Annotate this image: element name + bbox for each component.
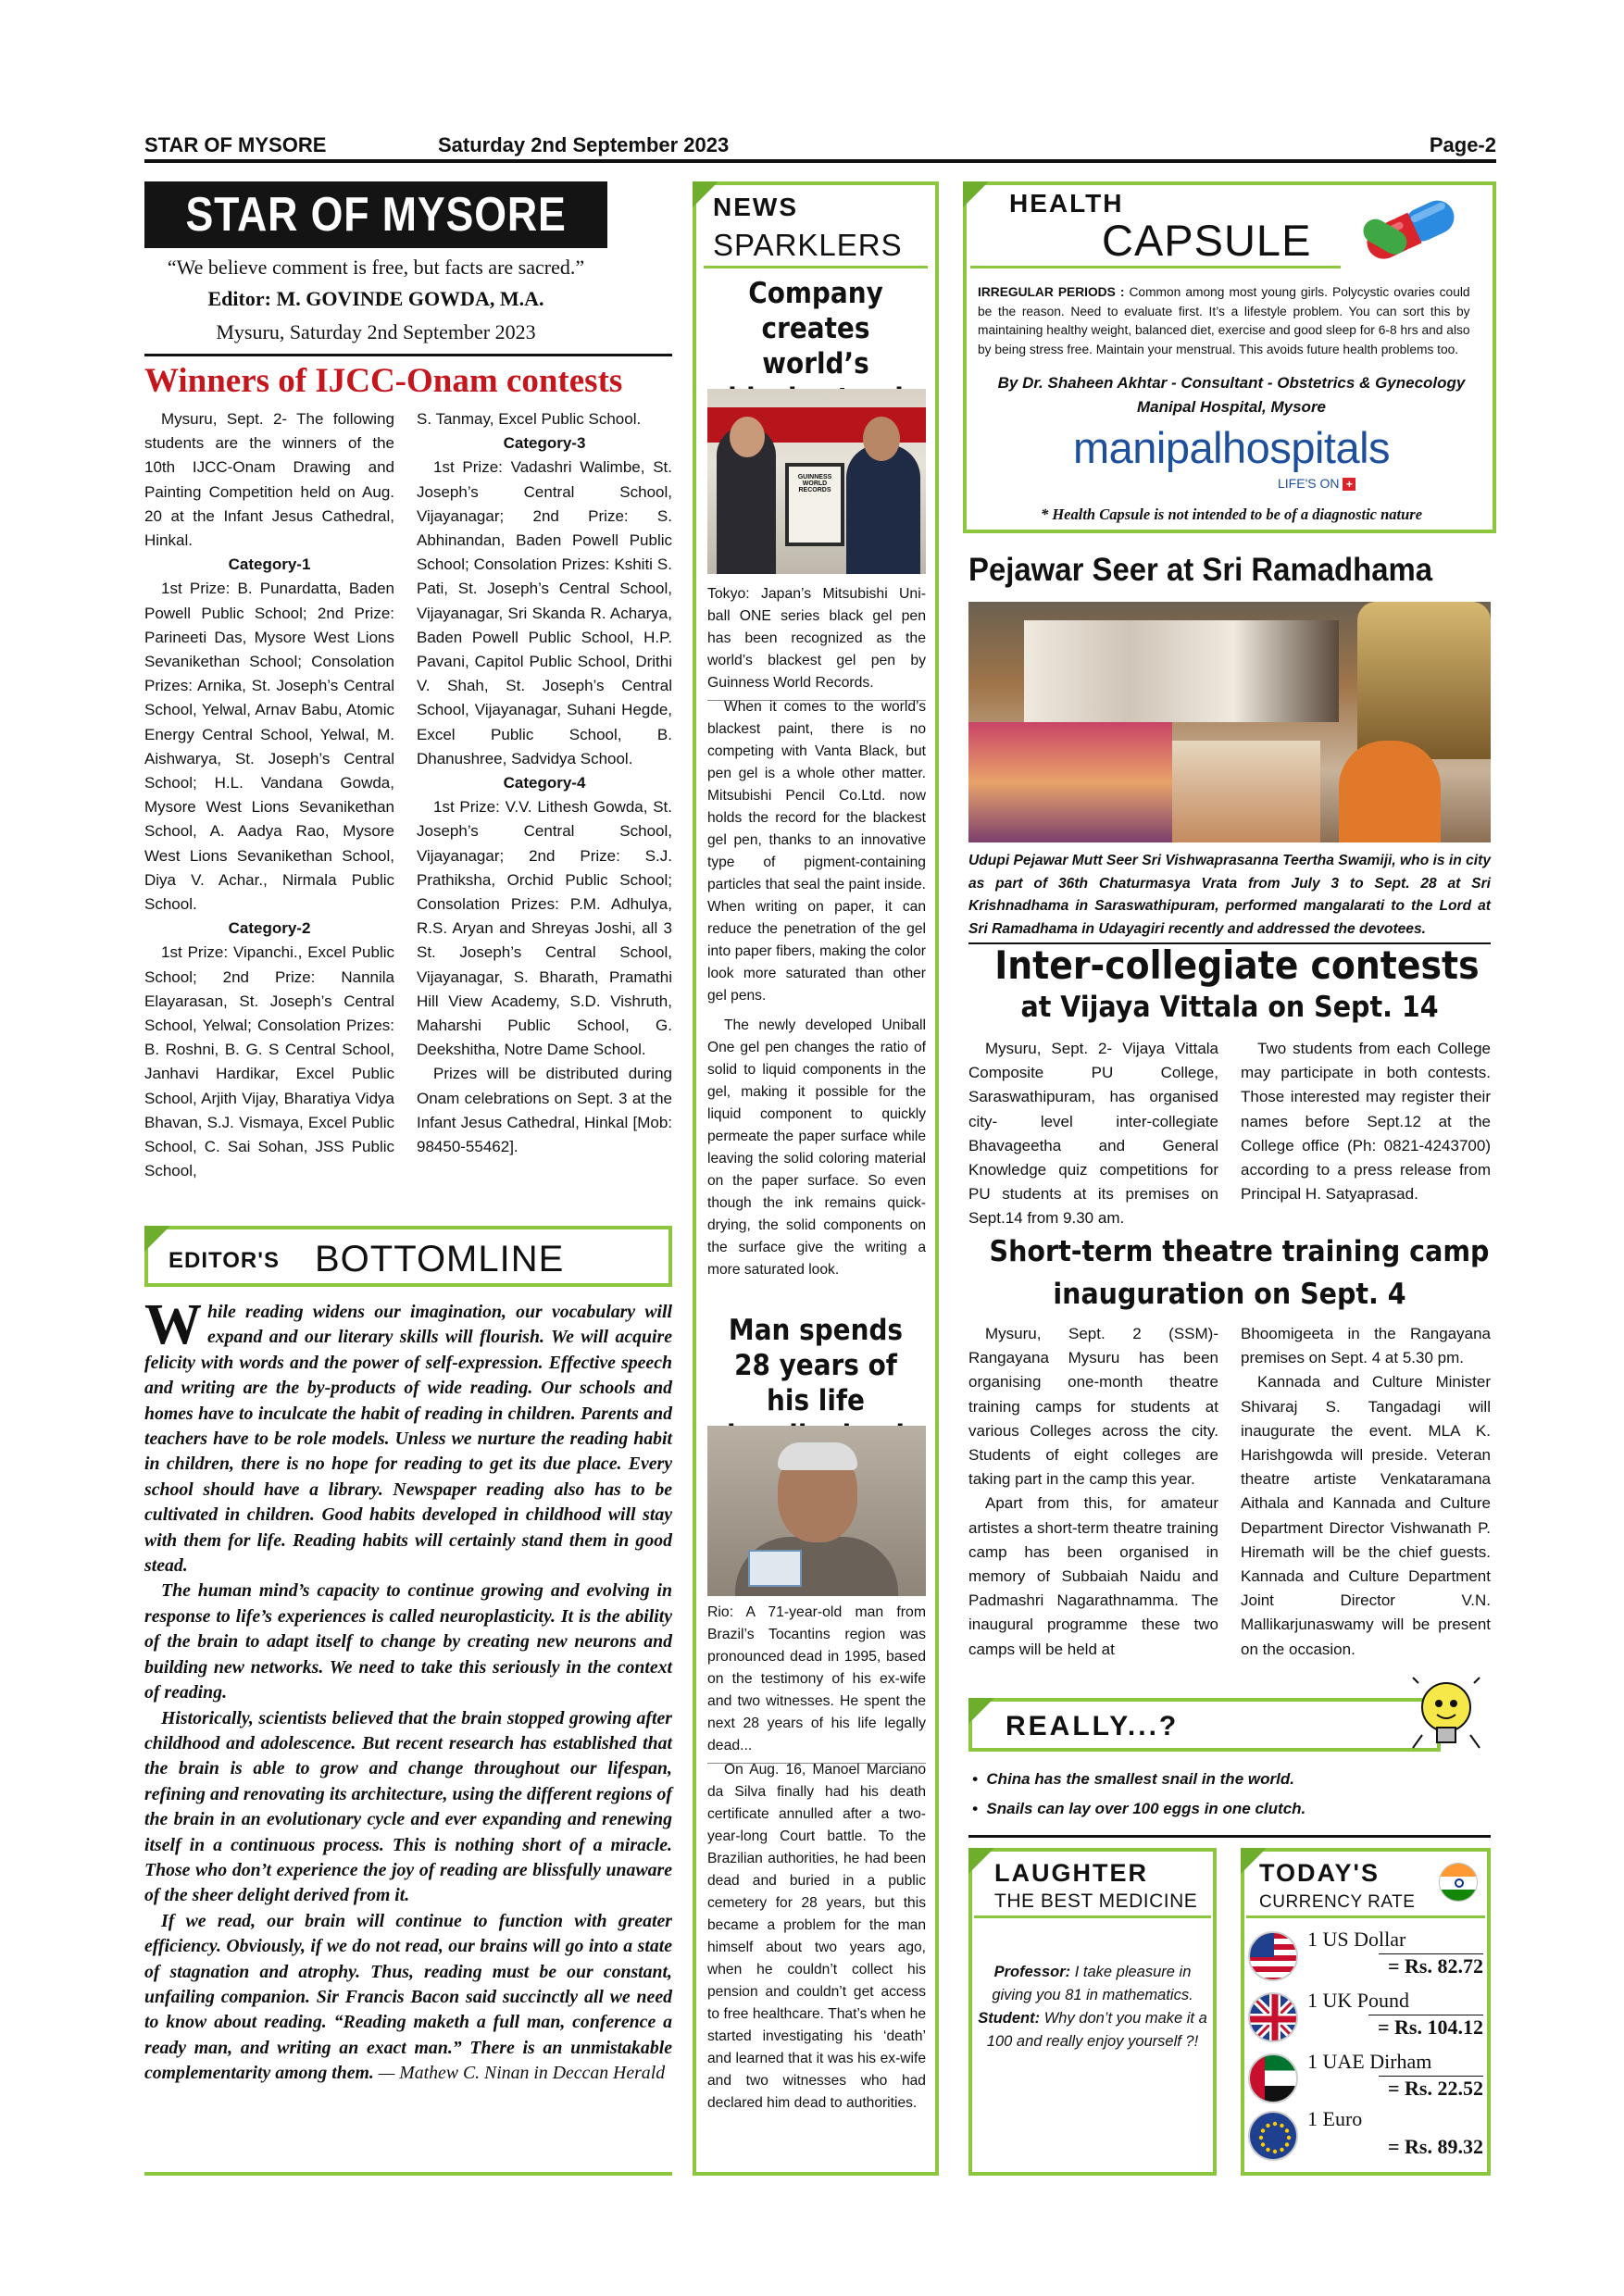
really-item-1-text: China has the smallest snail in the world.	[986, 1770, 1294, 1788]
laughter-label-2: THE BEST MEDICINE	[994, 1890, 1198, 1912]
bullet-icon: •	[972, 1800, 987, 1817]
health-disclaimer: * Health Capsule is not intended to be of a diagnostic nature	[1040, 505, 1423, 523]
really-item-2-text: Snails can lay over 100 eggs in one clutch.	[986, 1800, 1306, 1817]
rate-row-us	[1248, 1928, 1487, 1983]
really-bottom-rule	[968, 1835, 1491, 1838]
ijcc-paragraph: S. Tanmay, Excel Public School.	[417, 410, 642, 428]
certificate-text: GUINNESS WORLD RECORDS	[797, 474, 832, 493]
manipal-logo: manipalhospitals	[1072, 423, 1391, 472]
rate-row-uae	[1248, 2050, 1487, 2105]
category-heading: Category-1	[228, 555, 311, 574]
editors-bottomline-box	[144, 1226, 672, 1287]
really-item-2	[972, 1794, 1491, 1824]
sparklers-headline-1: Company creates world’s	[748, 277, 883, 381]
header-date: Saturday 2nd September 2023	[438, 133, 730, 156]
rate-name-us: 1 US Dollar	[1307, 1928, 1406, 1951]
sparklers-headline-2: Man spends 28 years of his life	[728, 1314, 904, 1417]
really-list	[972, 1765, 1491, 1824]
theatre-paragraph-3: Bhoomigeeta in the Rangayana premises on Sept. 4 at 5.30 pm.	[1241, 1325, 1491, 1367]
category-heading: Category-4	[503, 774, 586, 792]
theatre-column-1	[968, 1322, 1218, 1662]
pejawar-photo	[968, 602, 1491, 842]
currency-label-1: TODAY'S	[1259, 1859, 1380, 1887]
rate-value-uae: = Rs. 22.52	[1379, 2076, 1483, 2101]
health-label-small: HEALTH	[1009, 189, 1124, 218]
gel-pen-caption: Tokyo: Japan’s Mitsubishi Uni-ball ONE series black gel pen has been recognized as the world’s blackest gel pen by Guinness World Records.	[707, 583, 926, 701]
rate-name-uk: 1 UK Pound	[1307, 1989, 1410, 2012]
bottomline-label-big: BOTTOMLINE	[315, 1239, 565, 1279]
health-label-box	[970, 189, 1341, 268]
masthead-motto: “We believe comment is free, but facts are sacred.”	[167, 256, 585, 279]
theatre-headline-2: inauguration on Sept. 4	[1053, 1278, 1406, 1311]
man-hair	[778, 1442, 857, 1470]
ijcc-headline: Winners of IJCC-Onam contests	[144, 362, 623, 400]
masthead-rule	[144, 354, 672, 356]
standing-people	[1024, 620, 1339, 722]
student-text: Why don’t you make it a 100 and really enjoy yourself ?!	[986, 2010, 1207, 2050]
certificate	[785, 463, 844, 546]
ijcc-paragraph: Prizes will be distributed during Onam celebrations on Sept. 3 at the Infant Jesus Cathedral, Hinkal [Mob: 98450-55462].	[417, 1065, 672, 1156]
editorial-paragraph-2: The human mind’s capacity to continue growing and evolving in response to life’s experiences is called neuroplasticity. It is the ability of the brain to adapt itself to change by creating new neurons and building new networks. We need to take this seriously in the context of reading.	[144, 1580, 672, 1703]
header-paper-name: STAR OF MYSORE	[144, 133, 327, 156]
really-label: REALLY...?	[1006, 1711, 1180, 1741]
intercollege-headline-1: Inter-collegiate contests	[994, 942, 1480, 988]
india-flag-icon	[1439, 1863, 1478, 1902]
uae-flag-icon	[1248, 2053, 1298, 2103]
corner-accent	[144, 1226, 170, 1252]
rate-name-uae: 1 UAE Dirham	[1307, 2050, 1432, 2073]
theatre-paragraph-2: Apart from this, for amateur artistes a short-term theatre training camp has been organised in memory of Subbaiah Naidu and Padmashri Nagarathnamma. The inaugural programme these two camps will be held at	[968, 1494, 1218, 1658]
ijcc-column-1	[144, 407, 394, 1184]
rate-value-euro: = Rs. 89.32	[1388, 2135, 1483, 2158]
health-lead: IRREGULAR PERIODS :	[978, 285, 1125, 300]
currency-rates	[1248, 1928, 1487, 2170]
rate-name-euro: 1 Euro	[1307, 2107, 1363, 2130]
professor-label: Professor:	[993, 1964, 1071, 1980]
intercollege-column-2: Two students from each College may participate in both contests. Those interested may register their names before Sept.12 at the College office (Ph: 0821-4243700) according to a press release from Principal H. Satyaprasad.	[1241, 1040, 1491, 1204]
us-flag-icon	[1248, 1931, 1298, 1981]
bullet-icon: •	[972, 1770, 987, 1788]
category-heading: Category-3	[503, 434, 586, 453]
rate-row-uk	[1248, 1989, 1487, 2044]
rate-row-euro	[1248, 2107, 1487, 2163]
editorial-text	[144, 1293, 672, 2087]
masthead-logo-text: STAR OF MYSORE	[185, 188, 567, 242]
currency-label-2: CURRENCY RATE	[1259, 1892, 1416, 1912]
capsule-icon	[1350, 191, 1480, 265]
ijcc-column-2	[417, 407, 672, 1159]
theatre-paragraph-1: Mysuru, Sept. 2 (SSM)- Rangayana Mysuru has been organising one-month theatre training camps for students at various Colleges across the city. Students of eight colleges are taking part in the camp this year.	[968, 1325, 1218, 1489]
dead-man-photo	[707, 1426, 926, 1596]
pejawar-headline: Pejawar Seer at Sri Ramadhama	[968, 552, 1433, 588]
health-label-big: CAPSULE	[1102, 216, 1312, 265]
editorial-bottom-rule	[144, 2172, 672, 2176]
professor-text: I take pleasure in giving you 81 in mathematics.	[992, 1964, 1193, 2003]
sparklers-label-sparklers: SPARKLERS	[713, 228, 903, 262]
gel-pen-paragraph-2: The newly developed Uniball One gel pen changes the ratio of solid to liquid components in the gel, making it possible for the liquid component to quickly permeate the paper surface while leaving the solid coloring material on the paper surface. So even though the ink remains quick-drying, the solid components on the surface give the writing a more saturated look.	[707, 1017, 926, 1278]
lightbulb-svg	[1409, 1674, 1483, 1757]
student-label: Student:	[978, 2010, 1041, 2027]
ijcc-paragraph: 1st Prize: Vipanchi., Excel Public School; 2nd Prize: Nannila Elayarasan, St. Joseph’s Central School, Yelwal; Consolation Prizes: B. Roshni, B. G. S Central School, Janhavi Hardikar, Excel Public School, Arjith Vijay, Bharatiya Vidya Bhavan, S.J. Vismaya, Excel Public School, C. Sai Sohan, JSS Public School,	[144, 943, 394, 1180]
ijcc-paragraph: 1st Prize: V.V. Lithesh Gowda, St. Joseph’s Central School, Vijayanagar; 2nd Prize: S.J. Prathiksha, Orchid Public School; Consolation Prizes: P.M. Adhulya, R.S. Aryan and Shreyas Joshi, all 3 St. Joseph’s Central School, Vijayanagar, S. Bharath, Pramathi Hill View Academy, S.D. Vishruth, Maharshi Public School, G. Deekshitha, Notre Dame School.	[417, 798, 672, 1059]
ijcc-paragraph: Mysuru, Sept. 2- The following students are the winners of the 10th IJCC-Onam Drawing and Painting Competition held on Aug. 20 at the Infant Jesus Cathedral, Hinkal.	[144, 410, 394, 550]
manipal-tagline-text: LIFE'S ON	[1278, 476, 1340, 491]
health-body: Common among most young girls. Polycystic ovaries could be the reason. Need to evaluate first. It’s a lifestyle problem. You can sort this by maintaining healthy weight, balanced diet, exercise and good sleep for 6-8 hrs and also by being stress free. Maintain your menstrual. This avoids future health problems too.	[978, 285, 1470, 357]
editorial-credit: — Mathew C. Ninan in Deccan Herald	[373, 2063, 666, 2084]
health-byline-2: Manipal Hospital, Mysore	[1136, 398, 1327, 416]
gel-pen-paragraph-1: When it comes to the world’s blackest paint, there is no competing with Vanta Black, but pen gel is a whole other matter. Mitsubishi Pencil Co.Ltd. now holds the record for the blackest gel pen, thanks to an innovative type of pigment-containing particles that seal the paint inside. When writing on paper, it can reduce the penetration of the gel into paper fibers, making the color look more saturated than other gel pens.	[707, 699, 926, 1004]
pejawar-caption: Udupi Pejawar Mutt Seer Sri Vishwaprasanna Teertha Swamiji, who is in city as part of 36th Chaturmasya Vrata from July 3 to Sept. 28 at Sri Krishnadhama in Saraswathipuram, performed mangalarati to the Lord at Sri Ramadhama in Udayagiri recently and addressed the devotees.	[968, 850, 1491, 944]
devotees-left	[968, 722, 1172, 842]
really-box	[968, 1698, 1441, 1752]
sparklers-label-box	[704, 189, 928, 268]
seer-figure	[1339, 741, 1441, 842]
person-right	[846, 444, 920, 574]
currency-label-box	[1246, 1853, 1485, 1918]
person-right-head	[863, 417, 900, 461]
eu-flag-icon	[1248, 2111, 1298, 2161]
capsule-icon-svg	[1350, 191, 1480, 265]
laughter-joke	[978, 1961, 1207, 2053]
ijcc-paragraph: 1st Prize: B. Punardatta, Baden Powell Public School; 2nd Prize: Parineeti Das, Mysore West Lions Sevanikethan School; Consolation Prizes: Arnika, St. Joseph’s Central School, Yelwal, Arnav Babu, Atomic Energy Central School, Yelwal, M. Aishwarya, St. Joseph’s Central School; H.L. Vandana Gowda, Mysore West Lions Sevanikethan School, A. Aadya Rao, Mysore West Lions Sevanikethan School, Diya V. Achar., Nirmala Public School.	[144, 580, 394, 914]
intercollege-column-1: Mysuru, Sept. 2- Vijaya Vittala Composite PU College, Saraswathipuram, has organised city- level inter-collegiate Bhavageetha and General Knowledge quiz competitions for PU students at its premises on Sept.14 from 9.30 am.	[968, 1040, 1218, 1228]
gel-pen-body	[707, 696, 926, 1281]
uk-flag-icon	[1248, 1992, 1298, 2042]
chariot-shrine	[1357, 602, 1491, 759]
sparklers-label-news: NEWS	[713, 193, 798, 221]
category-heading: Category-2	[228, 919, 311, 938]
theatre-column-2	[1241, 1322, 1491, 1662]
gel-pen-photo	[707, 389, 926, 574]
masthead-logo	[144, 181, 607, 248]
header-page-number: Page-2	[1429, 133, 1496, 156]
person-left-head	[730, 417, 765, 457]
plus-icon: +	[1343, 478, 1355, 491]
really-item-1	[972, 1765, 1491, 1794]
editorial-paragraph-3: Historically, scientists believed that the brain stopped growing after childhood and adolescence. But recent research has established that the brain is able to grow and change throughout our lifespan, refining and renovating its architecture, using the different regions of the brain in an evolutionary cycle and ever expanding and renewing itself in a continuous process. This is nothing short of a miracle. Those who don’t experience the joy of reading are blissfully unaware of the sheer delight derived from it.	[144, 1707, 672, 1906]
ijcc-paragraph: 1st Prize: Vadashri Walimbe, St. Joseph’s Central School, Vijayanagar; 2nd Prize: S. Abhinandan, Baden Powell Public School; Consolation Prizes: Kshiti S. Pati, St. Joseph’s Central School, Vijayanagar, Sri Skanda R. Acharya, Baden Powell Public School, H.P. Pavani, Capitol Public School, Drithi V. Shah, St. Joseph’s Central School, Vijayanagar, Suhani Hegde, Excel Public School, B. Dhanushree, Sadvidya School.	[417, 458, 672, 767]
document-in-hand	[748, 1550, 802, 1587]
dead-man-body: On Aug. 16, Manoel Marciano da Silva finally had his death certificate annulled after a two-year-long Court battle. To the Brazilian authorities, he had been dead and buried in a public cemetery for 28 years, but this became a problem for the man himself about two years ago, when he couldn’t collect his pension and couldn’t get access to free healthcare. That’s when he started investigating his ‘death’ and learned that it was his ex-wife and two witnesses who had declared him dead to authorities.	[707, 1762, 926, 2111]
devotees-middle	[1172, 741, 1320, 842]
editorial-paragraph-4: If we read, our brain will continue to function with greater efficiency. Obviously, if we do not read, our brains will go into a state of stagnation and atrophy. Thus, reading must be our constant, unfailing companion. Sir Francis Bacon said succinctly all we need to know about reading. “Reading maketh a full man, conference a ready man, and writing an exact man.” There is an unmistakable complementarity among them.	[144, 1910, 672, 2084]
intercollege-headline-2: at Vijaya Vittala on Sept. 14	[1020, 991, 1439, 1024]
manipal-tagline	[1278, 476, 1355, 491]
laughter-label-1: LAUGHTER	[994, 1859, 1148, 1887]
theatre-paragraph-4: Kannada and Culture Minister Shivaraj S. Tangadagi will inaugurate the event. MLA K. Harishgowda will preside. Veteran theatre artiste Venkataramana Aithala and Kannada and Culture Department Director Vishwanath P. Hiremath will be the chief guests. Kannada and Culture Department Joint Director V.N. Mallikarjunaswamy will be present on the occasion.	[1241, 1373, 1491, 1658]
laughter-label-box	[974, 1853, 1211, 1918]
corner-accent	[968, 1698, 994, 1724]
health-byline-1: By Dr. Shaheen Akhtar - Consultant - Obstetrics & Gynecology	[997, 374, 1466, 392]
rate-value-uk: = Rs. 104.12	[1368, 2015, 1483, 2040]
theatre-headline-1: Short-term theatre training camp	[989, 1235, 1490, 1268]
lightbulb-icon	[1409, 1674, 1483, 1757]
bottomline-label-small: EDITOR'S	[169, 1248, 280, 1273]
masthead-editor: Editor: M. GOVINDE GOWDA, M.A.	[207, 287, 544, 310]
rate-value-us: = Rs. 82.72	[1379, 1953, 1483, 1978]
editorial-dropcap: W	[144, 1293, 202, 1356]
page-header	[144, 133, 1496, 163]
masthead-dateline: Mysuru, Saturday 2nd September 2023	[216, 320, 536, 343]
editorial-paragraph-1: hile reading widens our imagination, our vocabulary will expand and our literary skills will flourish. We will acquire felicity with words and the power of self-expression. Effective speech and writing are the by-products of wide reading. Our schools and homes have to inculcate the habit of reading in children. Parents and teachers have to be role models. Unless we nurture the reading habit in children, there is no hope for reading to get its due place. Every school should have a library. Newspaper reading also has to be cultivated in children. Good habits developed in childhood will stay with them for life. Reading habits will certainly stand them in good stead.	[144, 1302, 672, 1577]
health-text	[978, 283, 1470, 359]
dead-man-caption: Rio: A 71-year-old man from Brazil’s Tocantins region was pronounced dead in 1995, based on the testimony of his ex-wife and two witnesses. He spent the next 28 years of his life legally dead...	[707, 1602, 926, 1764]
